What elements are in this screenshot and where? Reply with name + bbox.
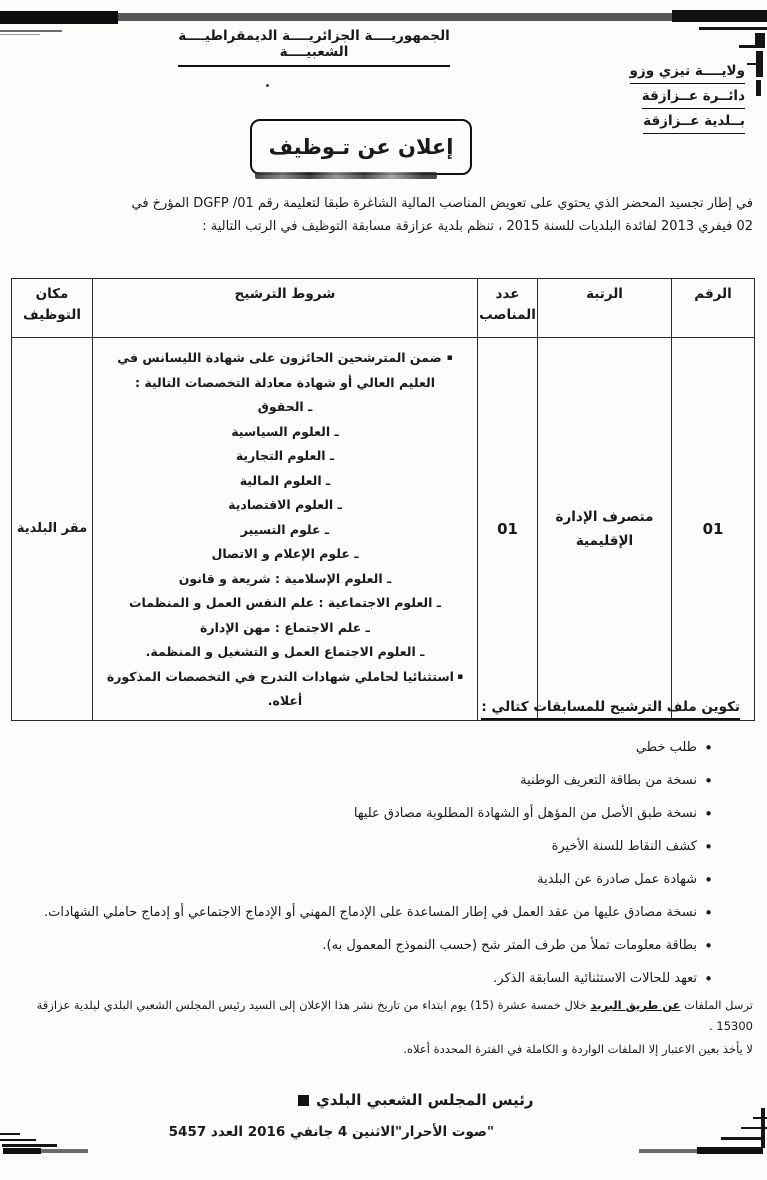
specialty-item: ـ العلوم الاجتماع العمل و التشغيل و المنظمة. <box>103 640 467 665</box>
specialty-item: ـ العلوم التجارية <box>103 444 467 469</box>
bullet-icon: • <box>704 937 713 955</box>
corner-ornament-bottom-right <box>741 1127 767 1129</box>
intro-line-1: في إطار تجسيد المحضر الذي يحتوي على تعويض المناصب المالية الشاغرة طبقا لتعليمة رقم 01/ DGFP المؤرخ في <box>131 196 753 211</box>
corner-ornament-top-right <box>739 45 765 48</box>
col-header-rank: الرتبة <box>538 279 672 338</box>
specialty-item: ـ علوم التسيير <box>103 518 467 543</box>
col-header-positions: عدد المناصب <box>478 279 538 338</box>
list-item: • تعهد للحالات الاستثنائية السابقة الذكر. <box>493 970 713 988</box>
newspaper-credit: "صوت الأحرار"الاثنين 4 جانفي 2016 العدد 5457 <box>168 1124 494 1140</box>
bullet-icon: • <box>704 970 713 988</box>
top-left-rule <box>0 30 62 32</box>
specialty-item: ـ الحقوق <box>103 395 467 420</box>
row-location: مقر البلدية <box>12 338 93 721</box>
col-header-location: مكان التوظيف <box>12 279 93 338</box>
corner-ornament-top-right <box>699 27 767 30</box>
conditions-exception: ▪ استثنائيا لحاملي شهادات التدرج في التخصصات المذكورة أعلاه. <box>103 665 467 714</box>
specialty-item: ـ العلوم السياسية <box>103 420 467 445</box>
commune-line: بــلدية عــزازقة <box>630 110 745 134</box>
row-rank: متصرف الإدارة الإقليمية <box>538 338 672 721</box>
corner-ornament-bottom-right <box>697 1147 763 1154</box>
daira-line: دائــرة عــزازقة <box>630 85 745 109</box>
mailing-instructions <box>14 995 753 1060</box>
signature-text: رئيس المجلس الشعبي البلدي <box>316 1091 534 1109</box>
corner-ornament-top-right <box>747 63 763 65</box>
list-item: • نسخة مصادق عليها من عقد العمل في إطار المساعدة على الإدماج المهني أو الإدماج الاجتماعي أو إدماج حاملي الشهادات. <box>43 904 713 922</box>
corner-ornament-bottom-right <box>639 1149 697 1153</box>
list-item: • شهادة عمل صادرة عن البلدية <box>537 871 713 889</box>
list-item: • طلب خطي <box>635 739 713 757</box>
square-bullet-icon: ▪ <box>446 353 453 363</box>
bullet-icon: • <box>704 739 713 757</box>
corner-ornament-bottom-right <box>753 1117 767 1119</box>
corner-ornament-top-right <box>756 80 761 96</box>
list-item: • نسخة من بطاقة التعريف الوطنية <box>520 772 713 790</box>
scan-noise-dot <box>266 84 269 87</box>
corner-ornament-bottom-left <box>0 1139 36 1141</box>
announcement-title-box <box>250 119 472 175</box>
row-number: 01 <box>672 338 755 721</box>
bullet-icon: • <box>704 772 713 790</box>
issuer-block <box>630 60 745 135</box>
square-bullet-icon <box>298 1095 309 1106</box>
announcement-title: إعلان عن تـوظيف <box>268 135 454 159</box>
mailing-prefix: ترسل الملفات <box>680 998 753 1012</box>
bullet-icon: • <box>704 838 713 856</box>
republic-title: الجمهوريــــة الجزائريــــة الديمقراطيــــة الشعبيــــة <box>178 28 450 67</box>
list-item: • كشف النقاط للسنة الأخيرة <box>551 838 713 856</box>
specialties-list <box>103 395 467 665</box>
specialty-item: ـ العلوم الإسلامية : شريعة و قانون <box>103 567 467 592</box>
mailing-note: لا يأخذ بعين الاعتبار إلا الملفات الواردة و الكاملة في الفترة المحددة أعلاه. <box>403 1042 753 1056</box>
list-item: • بطاقة معلومات تملأ من طرف المتر شح (حسب النموذج المعمول به). <box>322 937 713 955</box>
specialty-item: ـ العلوم المالية <box>103 469 467 494</box>
signature-line <box>298 1091 533 1109</box>
corner-ornament-bottom-left <box>41 1149 88 1153</box>
row-positions: 01 <box>478 338 538 721</box>
bullet-icon: • <box>704 871 713 889</box>
col-header-conditions: شروط الترشيح <box>93 279 478 338</box>
wilaya-line: ولايــــة تيزي وزو <box>630 60 745 84</box>
corner-ornament-bottom-left <box>0 1133 20 1135</box>
bullet-icon: • <box>704 904 713 922</box>
corner-ornament-bottom-left <box>2 1144 57 1147</box>
recruitment-table <box>11 278 755 721</box>
mailing-suffix: خلال خمسة عشرة (15) يوم ابتداء من تاريخ نشر هذا الإعلان إلى السيد رئيس المجلس الشعبي البلدي لبلدية عزازقة 15300 . <box>36 998 753 1033</box>
file-section-heading: تكوين ملف الترشيح للمسابقات كتالي : <box>481 699 740 720</box>
specialty-item: ـ علوم الإعلام و الاتصال <box>103 542 467 567</box>
corner-ornament-bottom-right <box>721 1137 765 1140</box>
row-conditions <box>93 338 478 721</box>
corner-ornament-bottom-left <box>3 1148 41 1154</box>
corner-ornament-top-right <box>672 10 767 22</box>
specialty-item: ـ العلوم الاقتصادية <box>103 493 467 518</box>
scan-smudge <box>255 172 437 179</box>
conditions-intro: ▪ضمن المترشحين الحائزون على شهادة الليسانس في <box>117 350 453 365</box>
file-requirements-list <box>20 738 713 1002</box>
specialty-item: ـ العلوم الاجتماعية : علم النفس العمل و المنظمات <box>103 591 467 616</box>
top-left-rule-thin <box>0 34 40 35</box>
specialty-item: ـ علم الاجتماع : مهن الإدارة <box>103 616 467 641</box>
conditions-intro: العليم العالي أو شهادة معادلة التخصصات التالية : <box>135 374 435 390</box>
top-left-scan-bar <box>0 11 118 24</box>
intro-line-2: 02 فيفري 2013 لفائدة البلديات للسنة 2015 ، تنظم بلدية عزازقة مسابقة التوظيف في الرتب التالية : <box>202 219 753 234</box>
mailing-emphasis: عن طريق البريد <box>590 998 681 1012</box>
bullet-icon: • <box>704 805 713 823</box>
intro-paragraph <box>12 192 753 238</box>
table-row <box>12 338 755 721</box>
table-header-row <box>12 279 755 338</box>
col-header-number: الرقم <box>672 279 755 338</box>
list-item: • نسخة طبق الأصل من المؤهل أو الشهادة المطلوبة مصادق عليها <box>353 805 713 823</box>
